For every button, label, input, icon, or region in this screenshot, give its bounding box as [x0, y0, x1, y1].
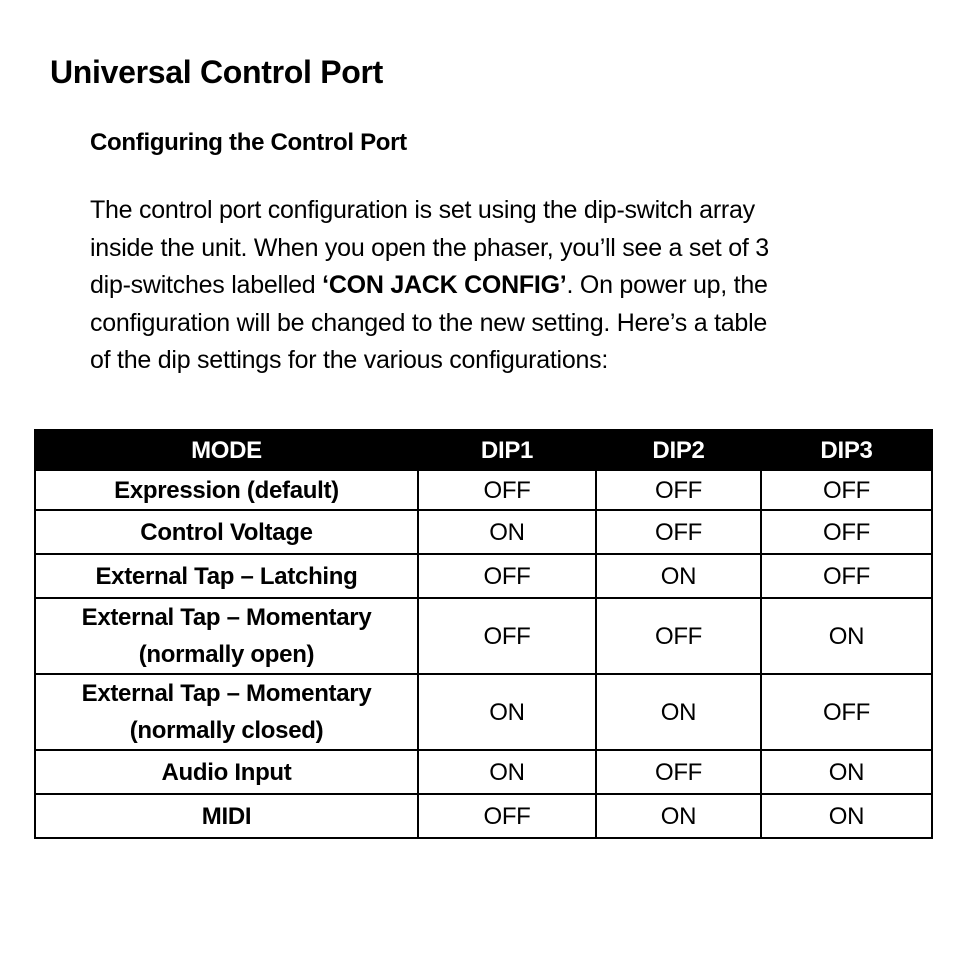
table-row: [35, 510, 932, 554]
dip2-cell: OFF: [596, 598, 761, 674]
mode-line: (normally closed): [129, 717, 324, 744]
header-dip3: DIP3: [761, 430, 932, 470]
mode-line: External Tap – Momentary: [81, 604, 372, 631]
paragraph-line: [90, 267, 890, 305]
table-row: [35, 674, 932, 750]
dip1-cell: OFF: [418, 598, 596, 674]
paragraph-line: The control port configuration is set using the dip-switch array: [90, 196, 755, 224]
dip3-cell: OFF: [761, 470, 932, 510]
header-mode: MODE: [35, 430, 418, 470]
mode-cell: External Tap – Latching: [35, 554, 418, 598]
dip1-cell: OFF: [418, 794, 596, 838]
dip3-cell: OFF: [761, 510, 932, 554]
dip3-cell: OFF: [761, 674, 932, 750]
mode-cell: Expression (default): [35, 470, 418, 510]
dip2-cell: OFF: [596, 470, 761, 510]
paragraph-line: configuration will be changed to the new setting. Here’s a table: [90, 308, 768, 337]
page-title: Universal Control Port: [50, 54, 384, 90]
dip2-cell: ON: [596, 674, 761, 750]
dip1-cell: ON: [418, 750, 596, 794]
dip1-cell: OFF: [418, 470, 596, 510]
section-heading: Configuring the Control Port: [90, 129, 407, 156]
mode-cell: Control Voltage: [35, 510, 418, 554]
table-row: [35, 750, 932, 794]
dip3-cell: ON: [761, 794, 932, 838]
config-label-bold: ‘CON JACK CONFIG’: [322, 271, 567, 299]
dip1-cell: ON: [418, 674, 596, 750]
mode-cell: [35, 674, 418, 750]
dip3-cell: OFF: [761, 554, 932, 598]
body-paragraph: [90, 192, 890, 380]
dip1-cell: ON: [418, 510, 596, 554]
table-row: [35, 554, 932, 598]
header-dip2: DIP2: [596, 430, 761, 470]
dip1-cell: OFF: [418, 554, 596, 598]
dip2-cell: ON: [596, 794, 761, 838]
paragraph-text: dip-switches labelled: [90, 271, 323, 299]
paragraph-text: . On power up, the: [566, 271, 768, 299]
header-dip1: DIP1: [418, 430, 596, 470]
dip3-cell: ON: [761, 750, 932, 794]
dip2-cell: ON: [596, 554, 761, 598]
mode-line: External Tap – Momentary: [81, 680, 372, 707]
table-row: [35, 598, 932, 674]
table-row: [35, 470, 932, 510]
dip2-cell: OFF: [596, 510, 761, 554]
paragraph-line: inside the unit. When you open the phaser, you’ll see a set of 3: [90, 233, 769, 262]
dip-settings-table: [34, 429, 933, 839]
mode-cell: MIDI: [35, 794, 418, 838]
dip3-cell: ON: [761, 598, 932, 674]
dip2-cell: OFF: [596, 750, 761, 794]
table-header-row: [35, 430, 932, 470]
table-row: [35, 794, 932, 838]
mode-cell: [35, 598, 418, 674]
mode-cell: Audio Input: [35, 750, 418, 794]
paragraph-line: of the dip settings for the various configurations:: [90, 346, 609, 374]
mode-line: (normally open): [138, 641, 315, 668]
